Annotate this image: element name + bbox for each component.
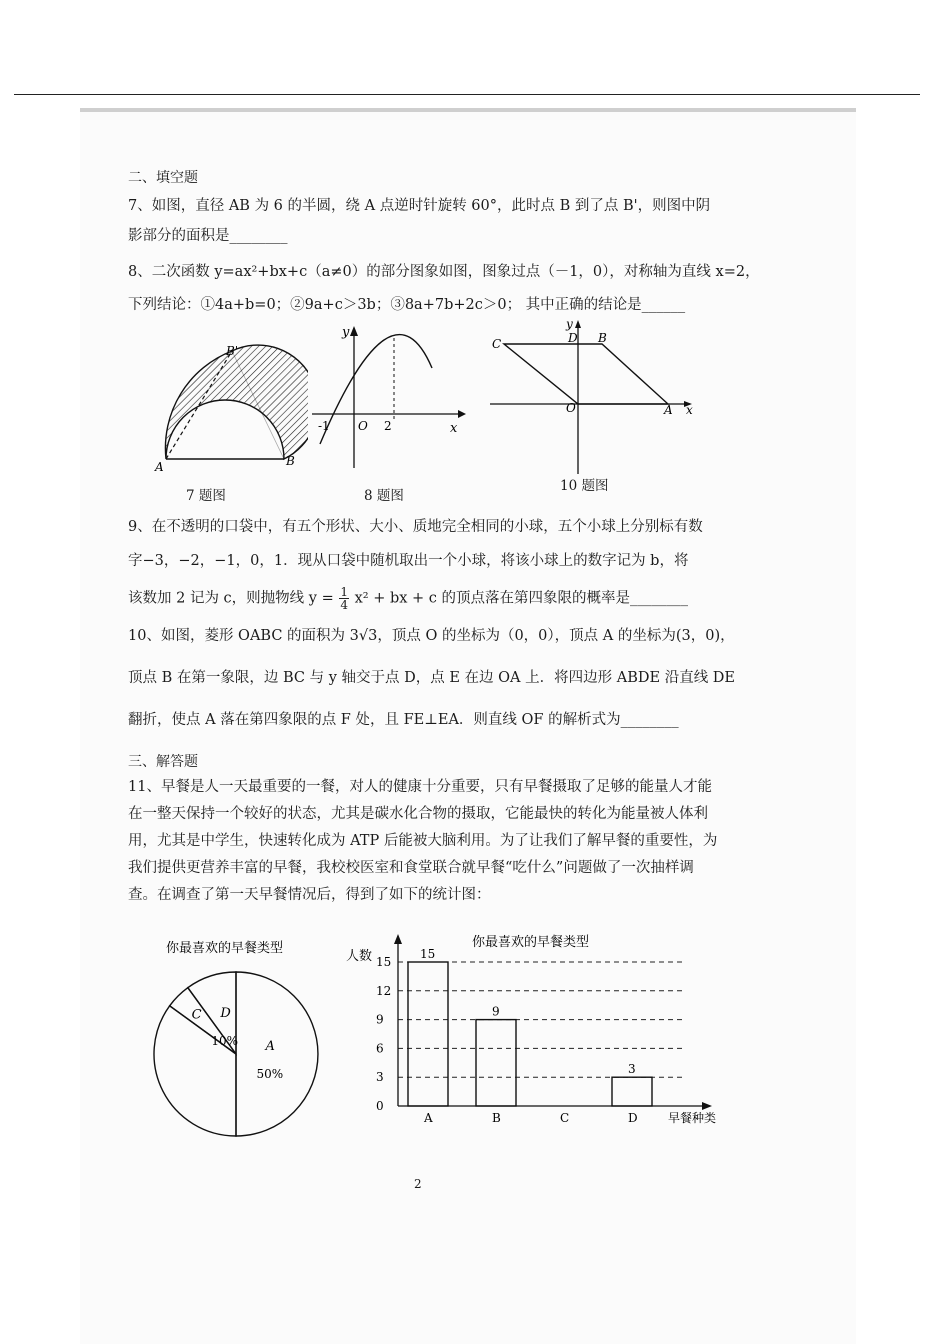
fig7-caption: 7 题图 bbox=[186, 488, 226, 504]
bar-grid bbox=[398, 962, 684, 1077]
scan-edge bbox=[80, 108, 856, 112]
q9-line3-a: 该数加 2 记为 c，则抛物线 y = bbox=[128, 590, 334, 607]
fig8-caption: 8 题图 bbox=[364, 488, 404, 504]
bar-xlabel: 早餐种类 bbox=[668, 1111, 717, 1125]
q10-line1: 10、如图，菱形 OABC 的面积为 3√3，顶点 O 的坐标为（0，0），顶点 A 的坐标为(3，0)， bbox=[128, 628, 735, 644]
q9-line2: 字−3，−2，−1，0，1．现从口袋中随机取出一个小球，将该小球上的数字记为 b，将 bbox=[128, 553, 689, 569]
bar-value-b: 9 bbox=[492, 1004, 500, 1019]
top-rule bbox=[14, 94, 920, 95]
pie-chart bbox=[140, 936, 340, 1156]
q11-line2: 在一整天保持一个较好的状态，尤其是碳水化合物的摄取，它能最快的转化为能量被人体利 bbox=[128, 806, 708, 822]
parabola bbox=[320, 335, 432, 444]
label-b: B bbox=[286, 454, 295, 468]
q11-line5: 查。在调查了第一天早餐情况后，得到了如下的统计图： bbox=[128, 887, 491, 903]
pie-labels bbox=[192, 1006, 284, 1081]
figure-7 bbox=[128, 335, 308, 475]
label-b: B bbox=[598, 331, 607, 345]
pie-label-a: A bbox=[265, 1039, 275, 1054]
x-tick-a: A bbox=[424, 1111, 433, 1125]
q8-line2: 下列结论：①4a+b=0；②9a+c＞3b；③8a+7b+2c＞0； 其中正确的结论是______ bbox=[128, 297, 686, 313]
rhombus-oabc bbox=[504, 344, 668, 404]
bar-b bbox=[476, 1020, 516, 1106]
figure-8 bbox=[308, 320, 468, 472]
label-a: A bbox=[664, 403, 673, 417]
label-bp: B' bbox=[226, 344, 239, 358]
frac-den: 4 bbox=[340, 598, 348, 612]
q10-line3: 翻折，使点 A 落在第四象限的点 F 处，且 FE⊥EA．则直线 OF 的解析式为________ bbox=[128, 712, 679, 728]
q9-line1: 9、在不透明的口袋中，有五个形状、大小、质地完全相同的小球，五个小球上分别标有数 bbox=[128, 519, 703, 535]
x-arrow bbox=[458, 410, 466, 418]
bar-value-a: 15 bbox=[420, 947, 436, 961]
label-2: 2 bbox=[384, 419, 392, 433]
label-o: O bbox=[358, 419, 368, 433]
q7-line2: 影部分的面积是________ bbox=[128, 228, 288, 244]
bar-categories bbox=[423, 1111, 638, 1125]
bar-ylabel: 人数 bbox=[346, 949, 373, 964]
pie-label-c: C bbox=[191, 1007, 202, 1023]
bar-y-arrow bbox=[394, 934, 402, 944]
y-arrow bbox=[350, 326, 358, 336]
shaded-region bbox=[165, 345, 308, 459]
label-y: y bbox=[342, 325, 350, 340]
label-minus1: -1 bbox=[318, 419, 330, 433]
section-2-heading: 二、填空题 bbox=[128, 170, 198, 186]
y-tick-12: 12 bbox=[376, 983, 392, 998]
fraction-one-quarter bbox=[339, 586, 349, 611]
section-3-heading: 三、解答题 bbox=[128, 754, 198, 770]
frac-num: 1 bbox=[340, 585, 348, 599]
label-o: O bbox=[566, 401, 576, 415]
pie-slice-b bbox=[154, 1006, 239, 1136]
y-tick-0: 0 bbox=[376, 1099, 384, 1113]
label-x: x bbox=[450, 421, 458, 436]
label-a: A bbox=[155, 460, 164, 474]
pie-slices bbox=[154, 972, 318, 1136]
y-tick-9: 9 bbox=[376, 1012, 384, 1027]
bar-chart bbox=[340, 926, 740, 1132]
q11-line3: 用，尤其是中学生，快速转化成为 ATP 后能被大脑利用。为了让我们了解早餐的重要性，为 bbox=[128, 833, 718, 849]
bar-marks bbox=[408, 947, 652, 1106]
pie-percent-d: 10% bbox=[211, 1034, 239, 1049]
label-c: C bbox=[492, 337, 502, 351]
pie-title: 你最喜欢的早餐类型 bbox=[166, 941, 284, 956]
bar-ticks bbox=[376, 955, 391, 1113]
q9-line3 bbox=[128, 586, 688, 611]
bar-a bbox=[408, 962, 448, 1106]
pie-slice-a bbox=[236, 972, 318, 1136]
bar-value-d: 3 bbox=[628, 1062, 636, 1077]
q9-line3-b: x² + bx + c 的顶点落在第四象限的概率是________ bbox=[354, 590, 689, 607]
bar-d bbox=[612, 1077, 652, 1106]
q10-line2: 顶点 B 在第一象限，边 BC 与 y 轴交于点 D，点 E 在边 OA 上．将四边形 ABDE 沿直线 DE bbox=[128, 670, 736, 686]
q11-line1: 11、早餐是人一天最重要的一餐，对人的健康十分重要，只有早餐摄取了足够的能量人才能 bbox=[128, 779, 712, 795]
x-tick-d: D bbox=[628, 1111, 638, 1125]
q11-line4: 我们提供更营养丰富的早餐，我校校医室和食堂联合就早餐“吃什么”问题做了一次抽样调 bbox=[128, 860, 694, 876]
q7-line1: 7、如图，直径 AB 为 6 的半圆，绕 A 点逆时针旋转 60°，此时点 B 到了点 B'，则图中阴 bbox=[128, 198, 711, 214]
pie-percent-a: 50% bbox=[256, 1067, 284, 1081]
y-tick-3: 3 bbox=[376, 1070, 384, 1085]
page-number: 2 bbox=[414, 1177, 422, 1191]
bar-x-arrow bbox=[702, 1102, 712, 1110]
pie-label-d: D bbox=[220, 1006, 231, 1022]
y-tick-15: 15 bbox=[376, 955, 392, 969]
y-tick-6: 6 bbox=[376, 1041, 384, 1056]
label-x: x bbox=[686, 403, 693, 417]
label-d: D bbox=[568, 331, 578, 345]
label-y: y bbox=[566, 317, 573, 331]
q8-line1: 8、二次函数 y=ax²+bx+c（a≠0）的部分图象如图，图象过点（－1，0），对称轴为直线 x=2， bbox=[128, 264, 760, 280]
fig10-caption: 10 题图 bbox=[560, 478, 609, 494]
x-tick-b: B bbox=[492, 1111, 501, 1125]
figure-10 bbox=[488, 316, 698, 476]
y-arrow bbox=[575, 320, 581, 328]
x-tick-c: C bbox=[560, 1111, 570, 1125]
bar-title: 你最喜欢的早餐类型 bbox=[472, 935, 590, 950]
